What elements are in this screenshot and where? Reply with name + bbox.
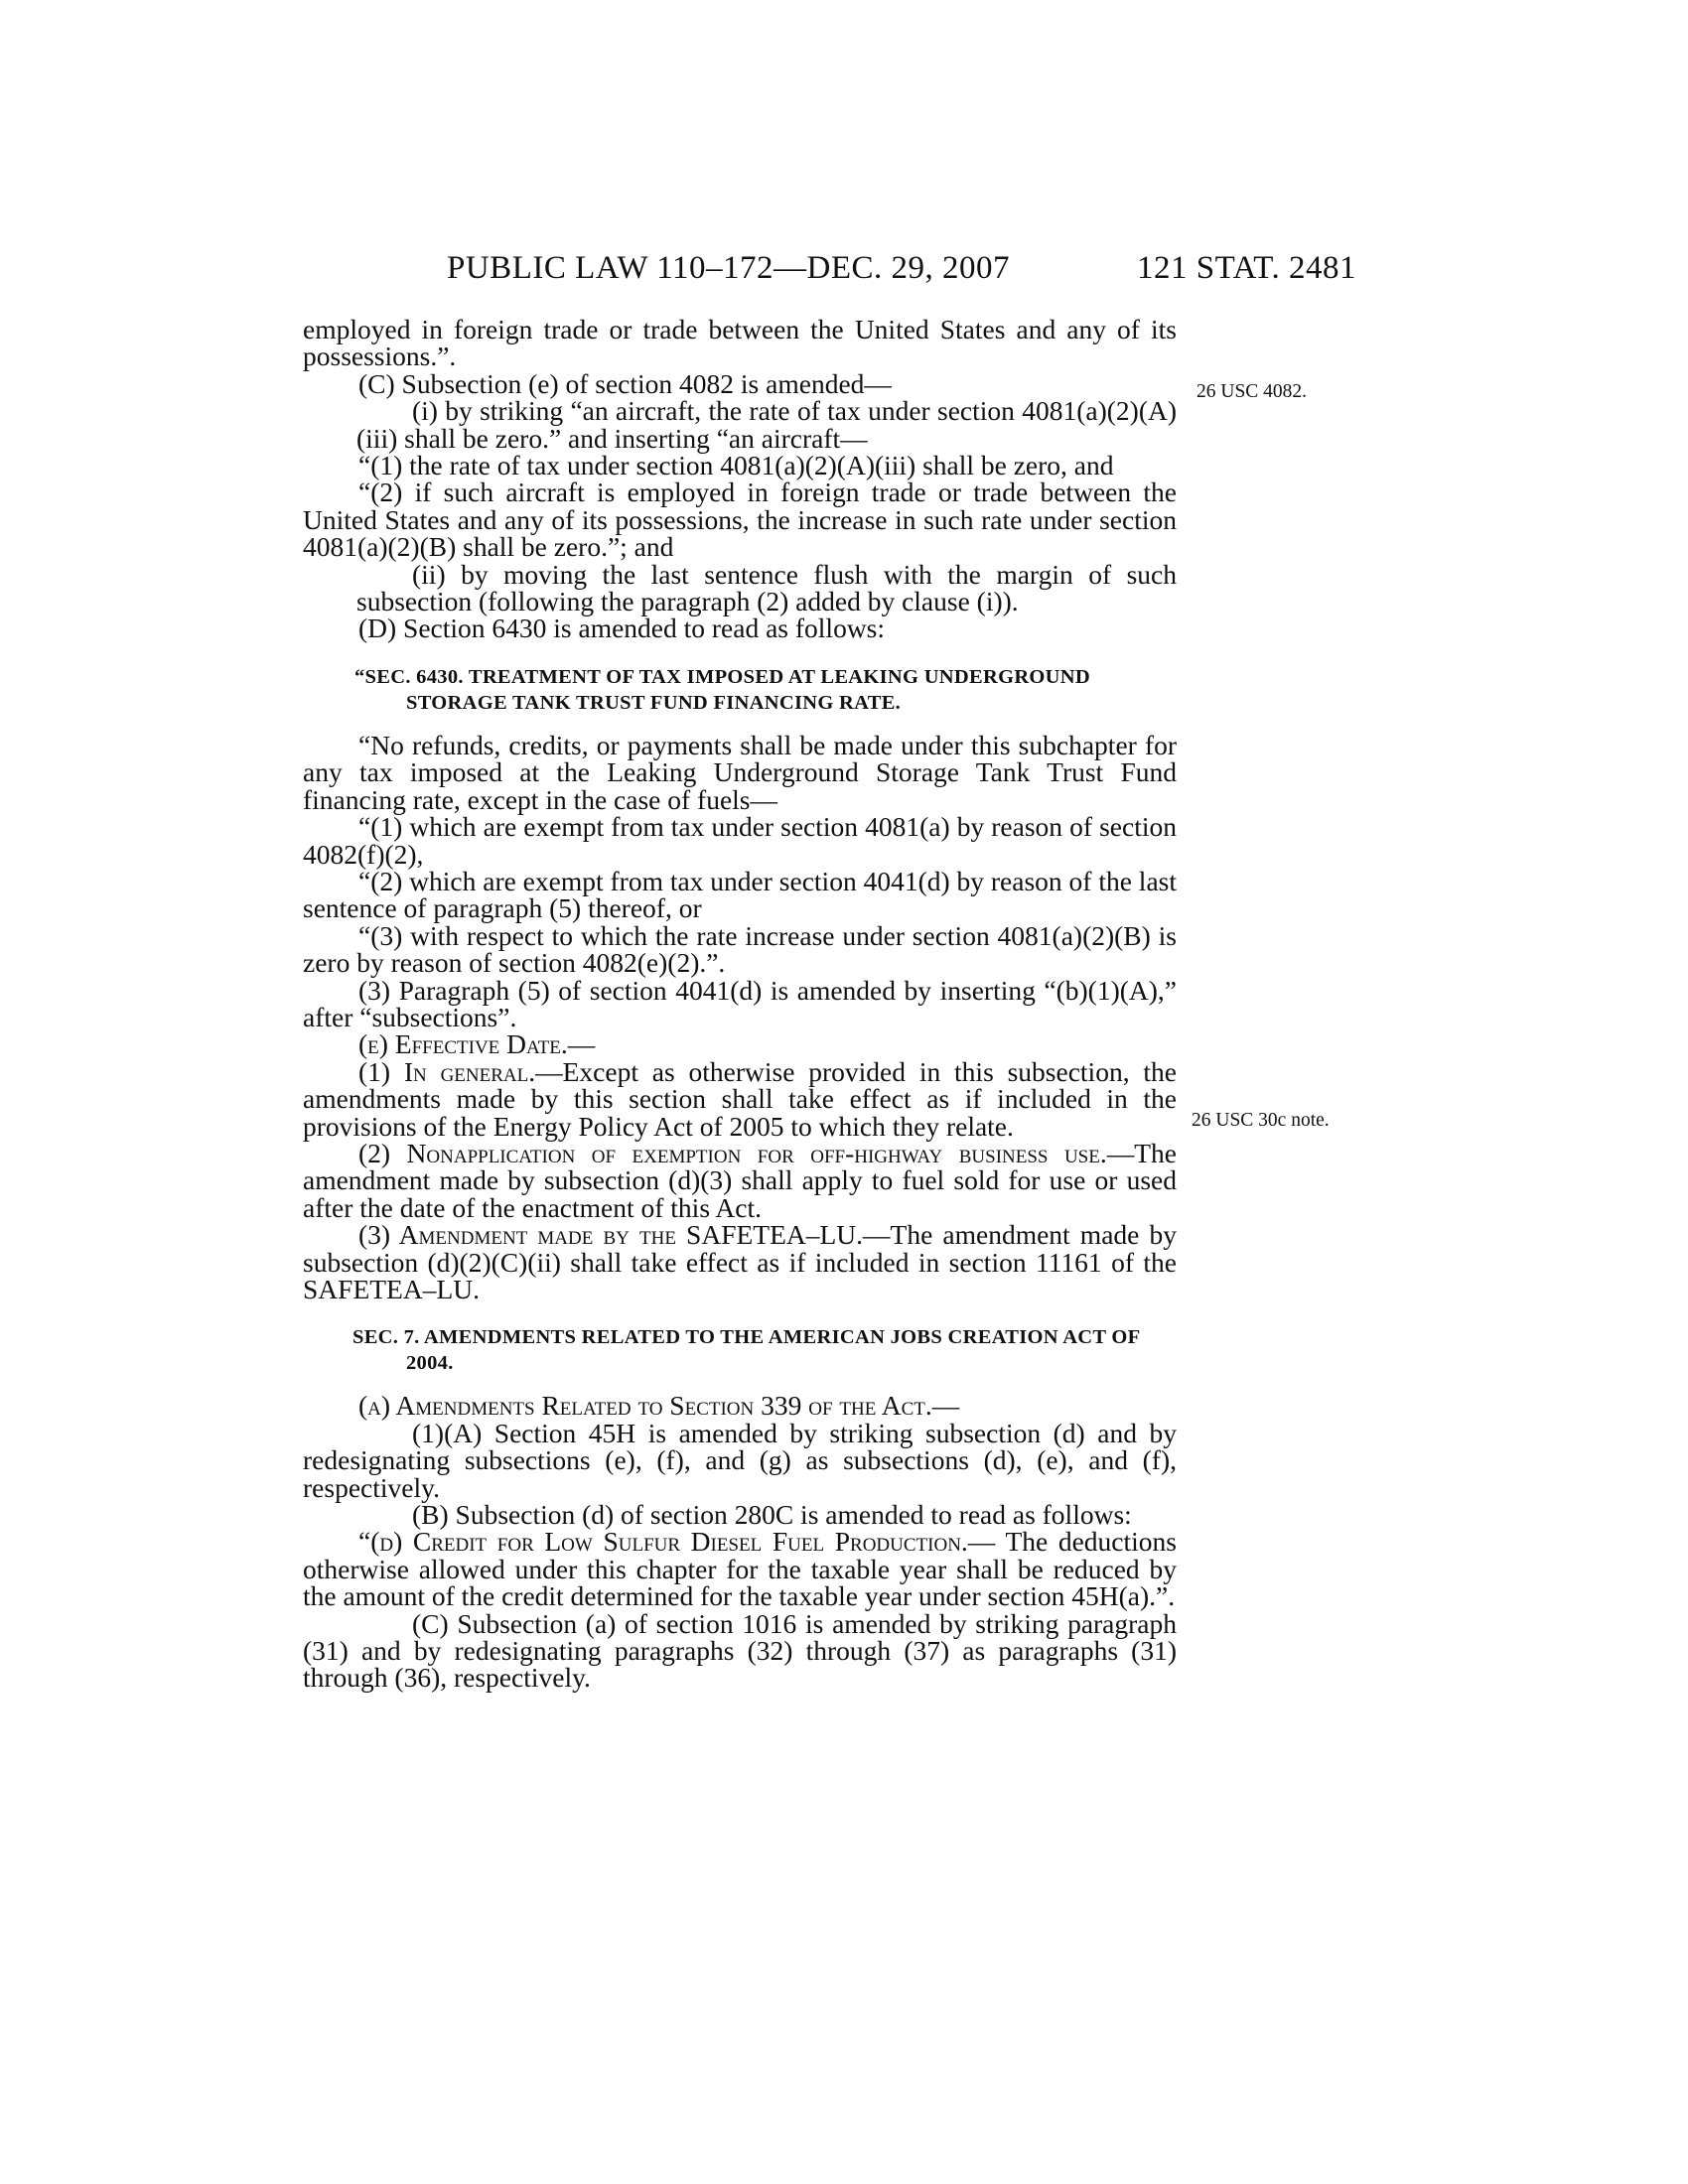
paragraph: (ii) by moving the last sentence flush with the margin of such subsection (following the paragraph (2) added by clause (i)). bbox=[356, 558, 1177, 617]
margin-note-usc-4082: 26 USC 4082. bbox=[1196, 381, 1308, 402]
paragraph: “(1) the rate of tax under section 4081(a)(2)(A)(iii) shall be zero, and bbox=[358, 450, 1114, 481]
paragraph-text: The deductions otherwise allowed under this chapter for the taxable year shall be reduced by the amount of the credit determined for the taxable year under section 45H(a).”. bbox=[303, 1526, 1177, 1612]
paragraph: (3) Paragraph (5) of section 4041(d) is amended by inserting “(b)(1)(A),” after “subsections”. bbox=[303, 974, 1177, 1032]
paragraph: (B) Subsection (d) of section 280C is amended to read as follows: bbox=[412, 1499, 1132, 1531]
paragraph bbox=[303, 1055, 1177, 1142]
paragraph: “(3) with respect to which the rate increase under section 4081(a)(2)(B) is zero by reason of section 4082(e)(2).”. bbox=[303, 919, 1177, 979]
paragraph: “No refunds, credits, or payments shall be made under this subchapter for any tax imposed at the Leaking Underground Storage Tank Trust Fund financing rate, except in the case of fuels— bbox=[303, 729, 1177, 815]
paragraph bbox=[303, 1221, 1177, 1302]
paragraph: “(2) which are exempt from tax under section 4041(d) by reason of the last sentence of paragraph (5) thereof, or bbox=[303, 865, 1177, 924]
paragraph: “(1) which are exempt from tax under section 4081(a) by reason of section 4082(f)(2), bbox=[303, 811, 1177, 870]
subsection-label: “(d) Credit for Low Sulfur Diesel Fuel Production.— bbox=[358, 1526, 996, 1558]
section-heading-sec-7: SEC. 7. AMENDMENTS RELATED TO THE AMERICAN JOBS CREATION ACT OF 2004. bbox=[352, 1326, 1140, 1375]
paragraph-text: —The amendment made by subsection (d)(3) shall apply to fuel sold for use or used after the date of the enactment of this Act. bbox=[303, 1137, 1177, 1223]
paragraph: “(2) if such aircraft is employed in foreign trade or trade between the United States and any of its possessions, the increase in such rate under section 4081(a)(2)(B) shall be zero.”; and bbox=[303, 477, 1177, 563]
margin-note-usc-30c: 26 USC 30c note. bbox=[1192, 1110, 1330, 1131]
paragraph: (D) Section 6430 is amended to read as follows: bbox=[358, 613, 886, 644]
paragraph: (1)(A) Section 45H is amended by striking subsection (d) and by redesignating subsections (e), (f), and (g) as subsections (d), (e), and (f), respectively. bbox=[303, 1417, 1177, 1503]
paragraph bbox=[303, 1526, 1177, 1612]
paragraph bbox=[303, 1390, 1177, 1422]
nested-block bbox=[303, 397, 1177, 452]
paragraph bbox=[303, 1028, 1177, 1060]
paragraph-text: —The amendment made by subsection (d)(2)(C)(ii) shall take effect as if included in section 11161 of the SAFETEA–LU. bbox=[303, 1219, 1177, 1304]
running-header-page: 121 STAT. 2481 bbox=[1137, 250, 1357, 286]
paragraph-label: (2) Nonapplication of exemption for off-highway business use. bbox=[358, 1137, 1107, 1168]
paragraph-label: (3) Amendment made by the SAFETEA–LU. bbox=[358, 1219, 864, 1251]
section-heading-6430: “SEC. 6430. TREATMENT OF TAX IMPOSED AT LEAKING UNDERGROUND STORAGE TANK TRUST FUND FINANCING RATE. bbox=[354, 665, 1090, 714]
paragraph: employed in foreign trade or trade between the United States and any of its possessions.”. bbox=[303, 314, 1177, 372]
subsection-label: (e) Effective Date.— bbox=[358, 1028, 596, 1060]
paragraph: (C) Subsection (a) of section 1016 is amended by striking paragraph (31) and by redesignating paragraphs (32) through (37) as paragraphs (31) through (36), respectively. bbox=[303, 1607, 1177, 1694]
paragraph bbox=[303, 1137, 1177, 1223]
paragraph: (i) by striking “an aircraft, the rate of tax under section 4081(a)(2)(A)(iii) shall be zero.” and inserting “an aircraft— bbox=[356, 395, 1177, 454]
subsection-label: (a) Amendments Related to Section 339 of the Act.— bbox=[358, 1390, 960, 1422]
nested-block bbox=[303, 558, 1177, 617]
paragraph-label: (1) In general. bbox=[358, 1055, 536, 1087]
paragraph: (C) Subsection (e) of section 4082 is amended— bbox=[358, 367, 892, 399]
paragraph-text: —Except as otherwise provided in this subsection, the amendments made by this section shall take effect as if included in the provisions of the Energy Policy Act of 2005 to which they relate. bbox=[303, 1055, 1177, 1142]
document-body bbox=[303, 316, 1177, 1692]
running-header-title: PUBLIC LAW 110–172—DEC. 29, 2007 bbox=[447, 250, 1011, 286]
